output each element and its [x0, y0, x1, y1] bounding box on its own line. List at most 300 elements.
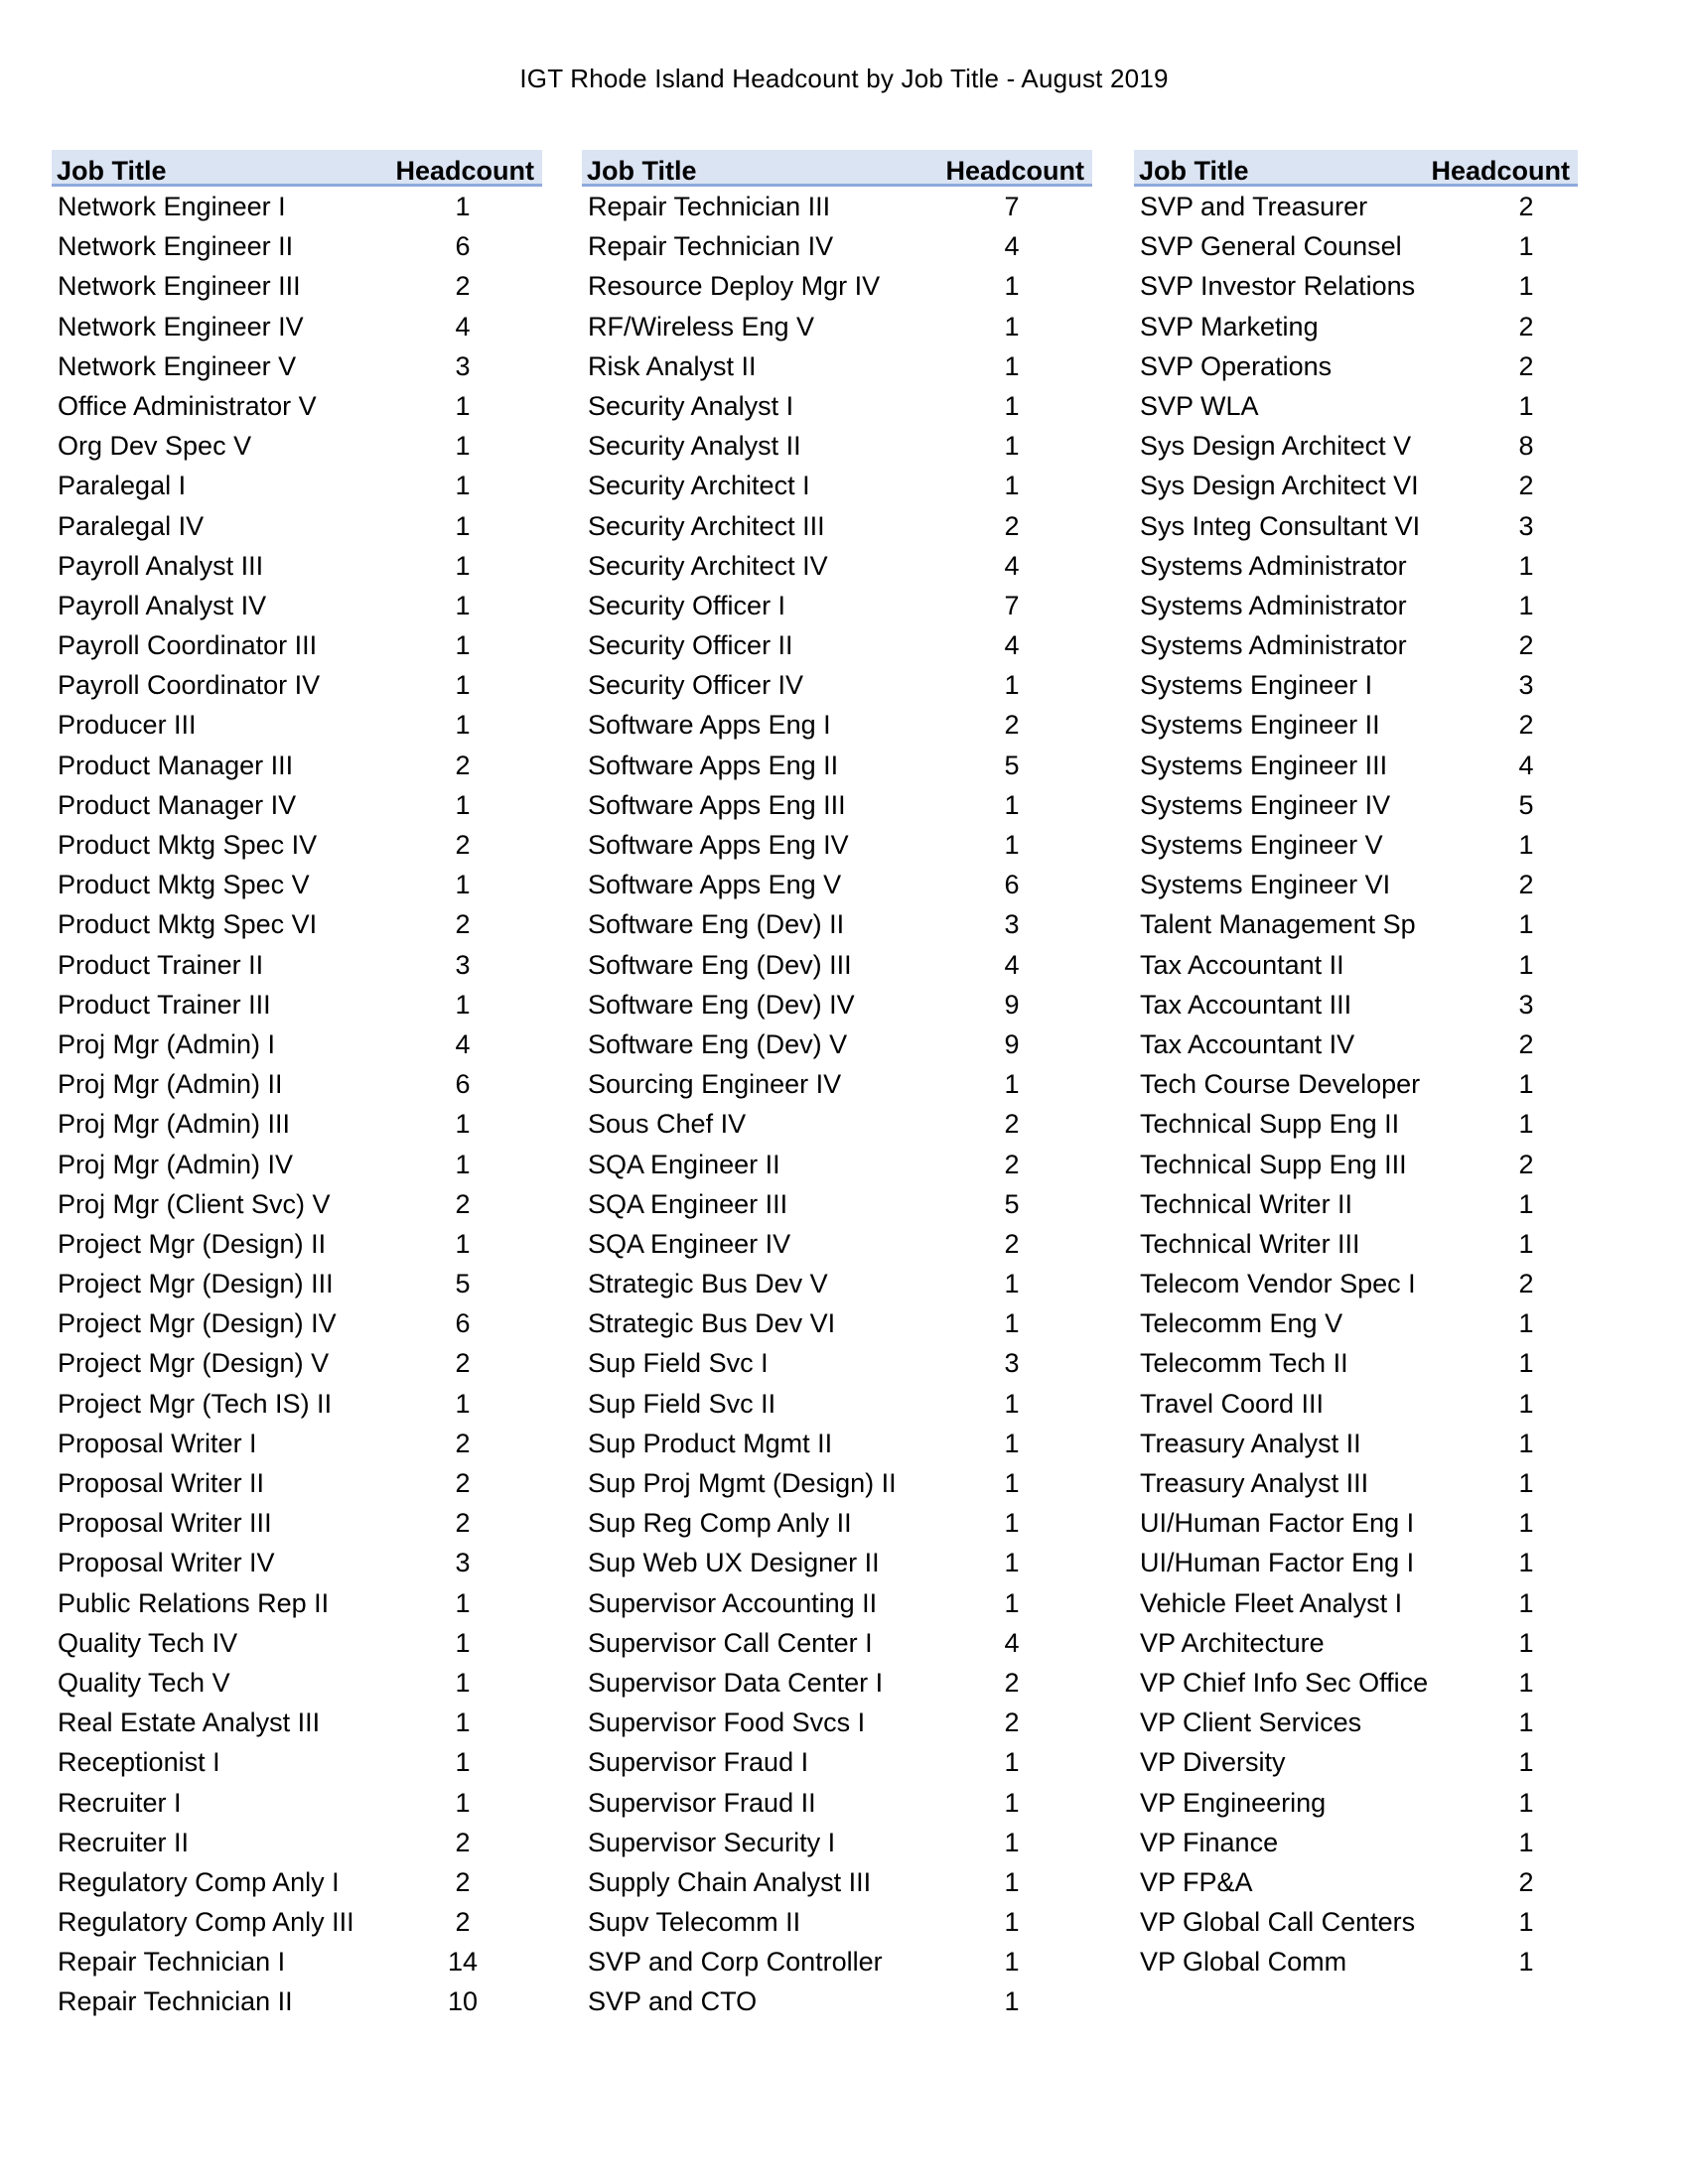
table-row — [52, 904, 542, 944]
headcount-cell: 9 — [1004, 1028, 1020, 1059]
page-title: IGT Rhode Island Headcount by Job Title - August 2019 — [519, 64, 1169, 93]
table-row — [582, 1303, 1092, 1343]
headcount-cell: 1 — [1518, 1667, 1534, 1698]
headcount-cell: 2 — [1004, 1109, 1020, 1140]
job-title-cell: Tech Course Developer — [1140, 1069, 1421, 1100]
job-title-cell: Software Eng (Dev) IV — [588, 989, 855, 1020]
headcount-cell: 1 — [1004, 471, 1020, 501]
headcount-cell: 1 — [1518, 1747, 1534, 1778]
job-title-cell: SVP and CTO — [588, 1986, 758, 2017]
table-row — [582, 825, 1092, 865]
table-row — [52, 1583, 542, 1623]
table-header — [582, 150, 1092, 187]
headcount-cell: 1 — [1518, 1827, 1534, 1857]
headcount-cell: 1 — [1004, 1428, 1020, 1458]
job-title-cell: Strategic Bus Dev V — [588, 1269, 828, 1299]
headcount-cell: 1 — [1518, 1907, 1534, 1938]
table-row — [1134, 1024, 1578, 1064]
job-title-cell: Security Officer II — [588, 630, 793, 661]
table-row — [582, 386, 1092, 426]
job-title-cell: Technical Writer III — [1140, 1228, 1360, 1259]
headcount-cell: 1 — [1004, 431, 1020, 462]
job-title-cell: Security Analyst I — [588, 390, 794, 421]
headcount-cell: 2 — [1004, 710, 1020, 741]
headcount-cell: 1 — [1518, 271, 1534, 302]
headcount-cell: 8 — [1518, 431, 1534, 462]
table-row — [1134, 187, 1578, 226]
table-row — [582, 625, 1092, 665]
job-title-cell: Paralegal IV — [58, 510, 205, 541]
headcount-cell: 3 — [1004, 1348, 1020, 1379]
table-row — [582, 586, 1092, 625]
headcount-cell: 5 — [455, 1269, 471, 1299]
table-row — [1134, 1064, 1578, 1104]
headcount-cell: 1 — [1518, 1428, 1534, 1458]
headcount-cell: 1 — [1518, 231, 1534, 262]
job-title-cell: Systems Engineer IV — [1140, 789, 1391, 820]
table-row — [1134, 1184, 1578, 1224]
headcount-cell: 2 — [1518, 192, 1534, 221]
headcount-cell: 7 — [1004, 590, 1020, 620]
job-title-cell: Network Engineer IV — [58, 311, 304, 341]
job-title-cell: Systems Administrator — [1140, 590, 1407, 620]
job-title-cell: Supervisor Food Svcs I — [588, 1707, 866, 1738]
job-title-cell: SQA Engineer IV — [588, 1228, 791, 1259]
job-title-cell: Technical Supp Eng III — [1140, 1149, 1407, 1179]
table-row — [1134, 1862, 1578, 1902]
headcount-cell: 1 — [1518, 590, 1534, 620]
headcount-cell: 14 — [447, 1947, 479, 1978]
table-row — [582, 1384, 1092, 1424]
table-row — [1134, 705, 1578, 745]
headcount-cell: 3 — [1518, 989, 1534, 1020]
headcount-cell: 2 — [1518, 311, 1534, 341]
headcount-cell: 1 — [1004, 1747, 1020, 1778]
headcount-cell: 2 — [1004, 1707, 1020, 1738]
table-row — [1134, 1145, 1578, 1184]
headcount-cell: 2 — [455, 1866, 471, 1897]
table-row — [582, 1862, 1092, 1902]
job-title-cell: SVP Operations — [1140, 350, 1333, 381]
headcount-cell: 1 — [1004, 1866, 1020, 1897]
headcount-cell: 5 — [1004, 750, 1020, 780]
job-title-cell: Software Apps Eng III — [588, 789, 846, 820]
table-row — [1134, 1623, 1578, 1663]
headcount-cell: 1 — [1518, 1308, 1534, 1339]
headcount-header: Headcount — [395, 156, 534, 186]
headcount-cell: 1 — [1004, 390, 1020, 421]
table-row — [52, 1384, 542, 1424]
table-row — [52, 1942, 542, 1981]
table-row — [52, 386, 542, 426]
headcount-cell: 2 — [455, 1348, 471, 1379]
headcount-cell: 2 — [1518, 630, 1534, 661]
job-title-cell: Network Engineer I — [58, 192, 286, 221]
table-row — [1134, 1663, 1578, 1703]
headcount-cell: 1 — [1518, 1468, 1534, 1498]
job-title-cell: Project Mgr (Design) IV — [58, 1308, 337, 1339]
headcount-cell: 6 — [1004, 870, 1020, 900]
headcount-header: Headcount — [945, 156, 1084, 186]
table-row — [52, 1264, 542, 1303]
job-title-cell: SVP Investor Relations — [1140, 271, 1416, 302]
headcount-cell: 3 — [455, 1548, 471, 1578]
table-row — [52, 1981, 542, 2021]
table-row — [1134, 226, 1578, 266]
table-row — [582, 346, 1092, 386]
headcount-cell: 1 — [455, 550, 471, 581]
table-row — [582, 705, 1092, 745]
table-row — [582, 1224, 1092, 1264]
table-row — [582, 785, 1092, 825]
headcount-cell: 1 — [1004, 1787, 1020, 1818]
table-row — [1134, 1384, 1578, 1424]
headcount-cell: 1 — [1518, 550, 1534, 581]
table-row — [582, 506, 1092, 546]
headcount-table-3 — [1134, 150, 1578, 1981]
headcount-cell: 1 — [1518, 1348, 1534, 1379]
job-title-cell: Proposal Writer I — [58, 1428, 257, 1458]
job-title-cell: Sourcing Engineer IV — [588, 1069, 842, 1100]
headcount-table-2 — [582, 150, 1092, 2022]
table-row — [1134, 1543, 1578, 1582]
job-title-cell: Product Mktg Spec VI — [58, 909, 318, 940]
headcount-cell: 1 — [1004, 1827, 1020, 1857]
headcount-cell: 4 — [1004, 231, 1020, 262]
table-row — [582, 1703, 1092, 1742]
table-row — [1134, 1463, 1578, 1503]
table-row — [1134, 266, 1578, 306]
table-row — [582, 665, 1092, 705]
headcount-cell: 4 — [455, 1028, 471, 1059]
headcount-cell: 3 — [1518, 510, 1534, 541]
table-row — [582, 904, 1092, 944]
job-title-cell: Treasury Analyst II — [1140, 1428, 1361, 1458]
table-row — [582, 266, 1092, 306]
job-title-cell: Security Architect I — [588, 471, 810, 501]
headcount-cell: 1 — [1004, 1587, 1020, 1618]
headcount-cell: 1 — [455, 630, 471, 661]
headcount-cell: 1 — [1518, 1947, 1534, 1978]
headcount-header: Headcount — [1431, 156, 1570, 186]
job-title-cell: Security Officer I — [588, 590, 786, 620]
table-row — [1134, 1303, 1578, 1343]
table-row — [1134, 865, 1578, 904]
job-title-cell: Payroll Analyst III — [58, 550, 264, 581]
table-row — [52, 466, 542, 505]
job-title-cell: Resource Deploy Mgr IV — [588, 271, 881, 302]
table-row — [52, 1104, 542, 1144]
job-title-cell: Repair Technician IV — [588, 231, 834, 262]
job-title-cell: Proj Mgr (Admin) IV — [58, 1149, 294, 1179]
headcount-cell: 1 — [455, 1388, 471, 1419]
headcount-cell: 2 — [455, 1907, 471, 1938]
table-row — [582, 1104, 1092, 1144]
job-title-cell: Product Mktg Spec IV — [58, 830, 318, 860]
job-title-cell: Public Relations Rep II — [58, 1587, 330, 1618]
headcount-cell: 4 — [1004, 630, 1020, 661]
job-title-cell: Systems Engineer VI — [1140, 870, 1391, 900]
job-title-cell: VP Architecture — [1140, 1627, 1325, 1658]
table-row — [582, 307, 1092, 346]
job-title-cell: Project Mgr (Design) II — [58, 1228, 327, 1259]
headcount-cell: 1 — [1004, 350, 1020, 381]
headcount-cell: 1 — [1004, 830, 1020, 860]
table-row — [1134, 785, 1578, 825]
table-row — [582, 1823, 1092, 1862]
job-title-cell: Sys Design Architect V — [1140, 431, 1412, 462]
headcount-cell: 1 — [1004, 1508, 1020, 1539]
headcount-cell: 1 — [455, 1747, 471, 1778]
table-row — [52, 1463, 542, 1503]
job-title-cell: SVP and Corp Controller — [588, 1947, 883, 1978]
headcount-cell: 2 — [1518, 710, 1534, 741]
table-row — [582, 985, 1092, 1024]
headcount-cell: 4 — [1518, 750, 1534, 780]
table-row — [1134, 665, 1578, 705]
table-row — [52, 1503, 542, 1543]
headcount-cell: 1 — [1518, 1388, 1534, 1419]
table-row — [1134, 746, 1578, 785]
job-title-cell: Telecom Vendor Spec I — [1140, 1269, 1416, 1299]
headcount-cell: 1 — [1518, 1787, 1534, 1818]
table-row — [52, 1703, 542, 1742]
job-title-cell: UI/Human Factor Eng I — [1140, 1548, 1415, 1578]
job-title-cell: Regulatory Comp Anly III — [58, 1907, 354, 1938]
table-row — [52, 945, 542, 985]
job-title-cell: SQA Engineer III — [588, 1188, 788, 1219]
job-title-cell: Talent Management Sp — [1140, 909, 1416, 940]
job-title-cell: Tax Accountant III — [1140, 989, 1352, 1020]
job-title-cell: SQA Engineer II — [588, 1149, 780, 1179]
table-row — [52, 985, 542, 1024]
headcount-cell: 1 — [455, 510, 471, 541]
job-title-cell: Project Mgr (Design) III — [58, 1269, 334, 1299]
table-row — [1134, 386, 1578, 426]
table-row — [52, 1184, 542, 1224]
job-title-cell: VP Global Comm — [1140, 1947, 1347, 1978]
table-row — [1134, 945, 1578, 985]
job-title-cell: Sup Product Mgmt II — [588, 1428, 833, 1458]
headcount-cell: 1 — [1004, 670, 1020, 701]
table-row — [52, 825, 542, 865]
job-title-cell: VP Chief Info Sec Office — [1140, 1667, 1429, 1698]
headcount-cell: 6 — [455, 231, 471, 262]
table-row — [582, 1264, 1092, 1303]
job-title-cell: SVP WLA — [1140, 390, 1259, 421]
table-row — [1134, 825, 1578, 865]
table-row — [52, 187, 542, 226]
headcount-cell: 2 — [1518, 350, 1534, 381]
headcount-cell: 1 — [455, 1149, 471, 1179]
headcount-cell: 1 — [1518, 1069, 1534, 1100]
table-row — [582, 1902, 1092, 1942]
job-title-cell: Supervisor Accounting II — [588, 1587, 878, 1618]
table-row — [52, 785, 542, 825]
table-row — [52, 1742, 542, 1782]
table-header — [1134, 150, 1578, 187]
job-title-cell: Sup Reg Comp Anly II — [588, 1508, 852, 1539]
table-row — [1134, 625, 1578, 665]
job-title-cell: Systems Engineer V — [1140, 830, 1383, 860]
table-row — [582, 1184, 1092, 1224]
job-title-cell: Project Mgr (Tech IS) II — [58, 1388, 333, 1419]
table-row — [52, 1424, 542, 1463]
table-row — [582, 1623, 1092, 1663]
table-row — [1134, 466, 1578, 505]
table-row — [52, 1543, 542, 1582]
job-title-cell: Network Engineer V — [58, 350, 297, 381]
job-title-cell: Telecomm Tech II — [1140, 1348, 1348, 1379]
headcount-cell: 1 — [1518, 1548, 1534, 1578]
job-title-cell: Regulatory Comp Anly I — [58, 1866, 340, 1897]
table-row — [1134, 546, 1578, 586]
job-title-cell: Supervisor Security I — [588, 1827, 836, 1857]
headcount-cell: 7 — [1004, 192, 1020, 221]
job-title-cell: Supervisor Data Center I — [588, 1667, 884, 1698]
table-row — [582, 226, 1092, 266]
table-row — [582, 746, 1092, 785]
headcount-cell: 1 — [455, 1787, 471, 1818]
headcount-cell: 1 — [1004, 789, 1020, 820]
headcount-cell: 1 — [1004, 1269, 1020, 1299]
table-row — [582, 1942, 1092, 1981]
table-row — [582, 1064, 1092, 1104]
table-row — [1134, 1583, 1578, 1623]
headcount-cell: 1 — [1004, 1548, 1020, 1578]
table-row — [52, 1663, 542, 1703]
headcount-cell: 1 — [455, 1627, 471, 1658]
job-title-cell: Product Manager IV — [58, 789, 297, 820]
table-row — [52, 625, 542, 665]
headcount-cell: 2 — [1518, 1149, 1534, 1179]
table-row — [52, 346, 542, 386]
job-title-cell: Sup Web UX Designer II — [588, 1548, 880, 1578]
headcount-cell: 2 — [455, 1508, 471, 1539]
headcount-cell: 1 — [1004, 1388, 1020, 1419]
table-row — [52, 865, 542, 904]
table-row — [52, 1343, 542, 1383]
job-title-cell: Proposal Writer IV — [58, 1548, 275, 1578]
table-row — [52, 506, 542, 546]
job-title-cell: Payroll Coordinator IV — [58, 670, 321, 701]
job-title-cell: VP Engineering — [1140, 1787, 1327, 1818]
job-title-cell: Repair Technician I — [58, 1947, 286, 1978]
table-row — [52, 1902, 542, 1942]
table-row — [1134, 506, 1578, 546]
headcount-cell: 5 — [1518, 789, 1534, 820]
table-row — [582, 865, 1092, 904]
job-title-cell: Sup Field Svc II — [588, 1388, 776, 1419]
headcount-cell: 1 — [1004, 1907, 1020, 1938]
job-title-cell: Quality Tech IV — [58, 1627, 238, 1658]
job-title-cell: Tax Accountant II — [1140, 949, 1344, 980]
table-row — [582, 1424, 1092, 1463]
table-row — [1134, 985, 1578, 1024]
headcount-cell: 5 — [1004, 1188, 1020, 1219]
headcount-cell: 1 — [1004, 271, 1020, 302]
job-title-cell: Strategic Bus Dev VI — [588, 1308, 836, 1339]
headcount-cell: 1 — [1518, 1587, 1534, 1618]
headcount-cell: 1 — [1004, 1947, 1020, 1978]
headcount-cell: 1 — [1518, 390, 1534, 421]
job-title-cell: Sup Field Svc I — [588, 1348, 769, 1379]
table-row — [582, 1503, 1092, 1543]
table-row — [52, 1823, 542, 1862]
headcount-cell: 1 — [1518, 1188, 1534, 1219]
job-title-header: Job Title — [1139, 156, 1249, 186]
table-row — [582, 1463, 1092, 1503]
headcount-table-1 — [52, 150, 542, 2022]
job-title-cell: Product Trainer II — [58, 949, 264, 980]
table-body — [582, 187, 1092, 2022]
job-title-cell: Product Trainer III — [58, 989, 271, 1020]
job-title-cell: Network Engineer III — [58, 271, 301, 302]
job-title-cell: Systems Administrator — [1140, 630, 1407, 661]
table-row — [1134, 1343, 1578, 1383]
headcount-cell: 10 — [447, 1986, 479, 2017]
table-row — [1134, 1503, 1578, 1543]
job-title-cell: Vehicle Fleet Analyst I — [1140, 1587, 1403, 1618]
job-title-cell: Proj Mgr (Admin) II — [58, 1069, 283, 1100]
job-title-cell: Repair Technician II — [58, 1986, 293, 2017]
job-title-cell: Software Apps Eng IV — [588, 830, 849, 860]
table-row — [582, 1343, 1092, 1383]
job-title-cell: Sys Integ Consultant VI — [1140, 510, 1421, 541]
job-title-cell: Supv Telecomm II — [588, 1907, 801, 1938]
table-row — [1134, 1942, 1578, 1981]
table-row — [52, 1862, 542, 1902]
headcount-cell: 1 — [1518, 909, 1534, 940]
table-row — [1134, 1742, 1578, 1782]
job-title-cell: Producer III — [58, 710, 197, 741]
headcount-cell: 1 — [455, 192, 471, 221]
table-body — [1134, 187, 1578, 1981]
headcount-cell: 6 — [455, 1308, 471, 1339]
job-title-cell: SVP General Counsel — [1140, 231, 1402, 262]
headcount-cell: 4 — [1004, 949, 1020, 980]
job-title-cell: Project Mgr (Design) V — [58, 1348, 330, 1379]
table-row — [52, 1224, 542, 1264]
headcount-cell: 1 — [455, 1228, 471, 1259]
job-title-cell: VP FP&A — [1140, 1866, 1253, 1897]
table-row — [582, 1543, 1092, 1582]
table-row — [1134, 1783, 1578, 1823]
table-row — [52, 705, 542, 745]
job-title-cell: Proj Mgr (Client Svc) V — [58, 1188, 331, 1219]
job-title-cell: Payroll Analyst IV — [58, 590, 267, 620]
table-row — [1134, 1264, 1578, 1303]
job-title-cell: Quality Tech V — [58, 1667, 230, 1698]
job-title-cell: VP Finance — [1140, 1827, 1279, 1857]
table-row — [582, 945, 1092, 985]
table-row — [52, 1024, 542, 1064]
headcount-cell: 3 — [1004, 909, 1020, 940]
headcount-cell: 2 — [455, 271, 471, 302]
headcount-cell: 1 — [455, 870, 471, 900]
job-title-cell: Technical Supp Eng II — [1140, 1109, 1400, 1140]
headcount-cell: 1 — [1004, 1468, 1020, 1498]
headcount-cell: 2 — [1518, 1028, 1534, 1059]
job-title-cell: Tax Accountant IV — [1140, 1028, 1355, 1059]
job-title-cell: Systems Engineer III — [1140, 750, 1388, 780]
job-title-cell: Real Estate Analyst III — [58, 1707, 321, 1738]
headcount-cell: 2 — [1004, 510, 1020, 541]
table-row — [582, 426, 1092, 466]
table-row — [1134, 426, 1578, 466]
job-title-cell: Security Analyst II — [588, 431, 801, 462]
job-title-header: Job Title — [587, 156, 697, 186]
